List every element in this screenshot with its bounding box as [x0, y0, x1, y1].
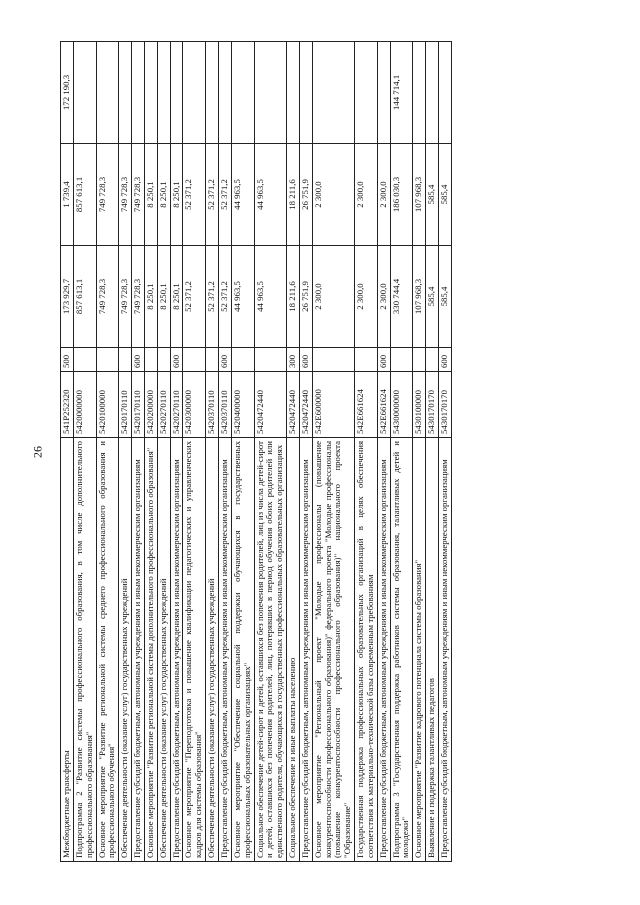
row-amount-3-cell [218, 42, 231, 144]
row-type-cell: 600 [299, 348, 312, 372]
table-row [231, 42, 254, 862]
table-row [96, 42, 119, 862]
row-code-cell: 5420400000 [231, 372, 254, 438]
row-type-cell [312, 348, 354, 372]
row-code-cell: 5420300000 [183, 372, 206, 438]
row-amount-1-cell: 107 968,3 [413, 246, 426, 348]
row-amount-3-cell [96, 42, 119, 144]
row-amount-1-cell: 749 728,3 [119, 246, 132, 348]
row-amount-1-cell: 749 728,3 [132, 246, 145, 348]
row-name-cell: Основное мероприятие "Региональный проект "Молодые профессионалы (повышение конкурентоспособности профессионального образования)" федерального проекта "Молодые профессионалы (повышение конкурентоспособности профессионального образования)" национального проекта "Образование" [312, 438, 354, 862]
row-type-cell [73, 348, 96, 372]
row-amount-2-cell: 585,4 [426, 144, 439, 246]
row-amount-3-cell [439, 42, 452, 144]
row-amount-1-cell: 8 250,1 [170, 246, 183, 348]
row-code-cell: 542E661624 [355, 372, 378, 438]
row-amount-2-cell: 857 613,1 [73, 144, 96, 246]
row-name-cell: Обеспечение деятельности (оказание услуг) государственных учреждений [206, 438, 219, 862]
row-type-cell: 600 [170, 348, 183, 372]
row-name-cell: Предоставление субсидий бюджетным, автономным учреждениям и иным некоммерческим организациям [170, 438, 183, 862]
row-amount-3-cell: 172 190,3 [61, 42, 74, 144]
row-amount-3-cell: 144 714,1 [390, 42, 413, 144]
row-amount-2-cell: 8 250,1 [157, 144, 170, 246]
row-amount-1-cell: 52 371,2 [206, 246, 219, 348]
row-name-cell: Предоставление субсидий бюджетным, автономным учреждениям и иным некоммерческим организациям [299, 438, 312, 862]
row-amount-2-cell: 44 963,5 [254, 144, 287, 246]
row-type-cell [144, 348, 157, 372]
table-row [312, 42, 354, 862]
row-name-cell: Обеспечение деятельности (оказание услуг) государственных учреждений [119, 438, 132, 862]
rotated-page-content [60, 42, 552, 862]
row-amount-3-cell [287, 42, 300, 144]
table-row [73, 42, 96, 862]
row-amount-2-cell: 1 739,4 [61, 144, 74, 246]
row-amount-1-cell: 26 751,9 [299, 246, 312, 348]
row-name-cell: Основное мероприятие "Переподготовка и повышение квалификации педагогических и управленческих кадров для системы образования" [183, 438, 206, 862]
row-type-cell [231, 348, 254, 372]
table-row [144, 42, 157, 862]
row-code-cell: 5420472440 [299, 372, 312, 438]
row-type-cell [206, 348, 219, 372]
row-name-cell: Подпрограмма 3 "Государственная поддержка работников системы образования, талантливых детей и молодежи" [390, 438, 413, 862]
row-type-cell [119, 348, 132, 372]
row-type-cell: 300 [287, 348, 300, 372]
row-amount-3-cell [299, 42, 312, 144]
row-amount-2-cell: 749 728,3 [96, 144, 119, 246]
row-amount-1-cell: 44 963,5 [231, 246, 254, 348]
row-amount-3-cell [355, 42, 378, 144]
table-row [377, 42, 390, 862]
row-amount-3-cell [254, 42, 287, 144]
row-code-cell: 542E600000 [312, 372, 354, 438]
table-row [413, 42, 426, 862]
row-name-cell: Основное мероприятие "Обеспечение социальной поддержки обучающихся в государственных профессиональных образовательных организациях" [231, 438, 254, 862]
budget-table-body [61, 42, 452, 862]
row-code-cell: 5420370110 [206, 372, 219, 438]
row-amount-1-cell: 330 744,4 [390, 246, 413, 348]
row-type-cell [390, 348, 413, 372]
row-amount-2-cell: 2 300,0 [312, 144, 354, 246]
row-amount-1-cell: 585,4 [426, 246, 439, 348]
row-amount-2-cell: 107 968,3 [413, 144, 426, 246]
row-amount-1-cell: 2 300,0 [312, 246, 354, 348]
row-name-cell: Основное мероприятие "Развитие кадрового потенциала системы образования" [413, 438, 426, 862]
table-row [390, 42, 413, 862]
table-row [299, 42, 312, 862]
row-name-cell: Предоставление субсидий бюджетным, автономным учреждениям и иным некоммерческим организациям [377, 438, 390, 862]
row-amount-2-cell: 8 250,1 [170, 144, 183, 246]
row-type-cell: 600 [439, 348, 452, 372]
row-type-cell [413, 348, 426, 372]
row-name-cell: Основное мероприятие "Развитие региональной системы среднего профессионального образования и профессионального обучения" [96, 438, 119, 862]
table-row [439, 42, 452, 862]
row-amount-2-cell: 44 963,5 [231, 144, 254, 246]
row-amount-1-cell: 857 613,1 [73, 246, 96, 348]
row-code-cell: 5420100000 [96, 372, 119, 438]
row-amount-3-cell [413, 42, 426, 144]
row-type-cell: 600 [132, 348, 145, 372]
row-amount-3-cell [377, 42, 390, 144]
row-amount-3-cell [312, 42, 354, 144]
row-amount-3-cell [170, 42, 183, 144]
table-row [132, 42, 145, 862]
row-amount-3-cell [73, 42, 96, 144]
row-code-cell: 5430000000 [390, 372, 413, 438]
row-code-cell: 5420200000 [144, 372, 157, 438]
row-type-cell [355, 348, 378, 372]
row-name-cell: Межбюджетные трансферты [61, 438, 74, 862]
row-amount-1-cell: 44 963,5 [254, 246, 287, 348]
table-row [355, 42, 378, 862]
row-code-cell: 5420270110 [157, 372, 170, 438]
row-amount-3-cell [426, 42, 439, 144]
row-code-cell: 5420170110 [132, 372, 145, 438]
row-name-cell: Социальное обеспечение и иные выплаты населению [287, 438, 300, 862]
table-row [157, 42, 170, 862]
row-amount-1-cell: 2 300,0 [355, 246, 378, 348]
row-code-cell: 5420472440 [287, 372, 300, 438]
row-amount-3-cell [132, 42, 145, 144]
row-amount-3-cell [231, 42, 254, 144]
row-name-cell: Предоставление субсидий бюджетным, автономным учреждениям и иным некоммерческим организациям [439, 438, 452, 862]
row-code-cell: 5430100000 [413, 372, 426, 438]
row-name-cell: Основное мероприятие "Развитие региональной системы дополнительного профессионального образования" [144, 438, 157, 862]
row-name-cell: Выявление и поддержка талантливых педагогов [426, 438, 439, 862]
row-amount-2-cell: 749 728,3 [119, 144, 132, 246]
table-row [183, 42, 206, 862]
row-type-cell [254, 348, 287, 372]
row-type-cell [96, 348, 119, 372]
row-name-cell: Предоставление субсидий бюджетным, автономным учреждениям и иным некоммерческим организациям [132, 438, 145, 862]
row-name-cell: Предоставление субсидий бюджетным, автономным учреждениям и иным некоммерческим организациям [218, 438, 231, 862]
row-amount-2-cell: 585,4 [439, 144, 452, 246]
row-amount-2-cell: 52 371,2 [183, 144, 206, 246]
row-amount-1-cell: 18 211,6 [287, 246, 300, 348]
table-row [287, 42, 300, 862]
row-amount-1-cell: 52 371,2 [218, 246, 231, 348]
row-type-cell: 500 [61, 348, 74, 372]
row-amount-2-cell: 52 371,2 [218, 144, 231, 246]
row-amount-2-cell: 2 300,0 [377, 144, 390, 246]
row-amount-2-cell: 52 371,2 [206, 144, 219, 246]
row-amount-2-cell: 8 250,1 [144, 144, 157, 246]
row-amount-1-cell: 173 929,7 [61, 246, 74, 348]
row-amount-2-cell: 186 030,3 [390, 144, 413, 246]
row-type-cell: 600 [377, 348, 390, 372]
row-amount-1-cell: 585,4 [439, 246, 452, 348]
table-row [170, 42, 183, 862]
table-row [61, 42, 74, 862]
row-amount-3-cell [206, 42, 219, 144]
row-type-cell [426, 348, 439, 372]
row-amount-1-cell: 52 371,2 [183, 246, 206, 348]
row-amount-1-cell: 749 728,3 [96, 246, 119, 348]
row-type-cell [157, 348, 170, 372]
row-code-cell: 5420000000 [73, 372, 96, 438]
row-name-cell: Подпрограмма 2 "Развитие системы профессионального образования, в том числе дополнительного профессионального образования" [73, 438, 96, 862]
row-code-cell: 541P252320 [61, 372, 74, 438]
page-number: 26 [30, 446, 45, 458]
row-type-cell [183, 348, 206, 372]
row-amount-2-cell: 18 211,6 [287, 144, 300, 246]
row-code-cell: 5430170170 [439, 372, 452, 438]
budget-table [60, 41, 452, 862]
row-name-cell: Государственная поддержка профессиональных образовательных организаций в целях обеспечения соответствия их материально-технической базы современным требованиям [355, 438, 378, 862]
table-row [218, 42, 231, 862]
row-amount-1-cell: 8 250,1 [144, 246, 157, 348]
row-amount-2-cell: 749 728,3 [132, 144, 145, 246]
row-code-cell: 5420270110 [170, 372, 183, 438]
row-amount-3-cell [144, 42, 157, 144]
row-code-cell: 5430170170 [426, 372, 439, 438]
row-amount-2-cell: 26 751,9 [299, 144, 312, 246]
row-code-cell: 5420472440 [254, 372, 287, 438]
row-name-cell: Обеспечение деятельности (оказание услуг) государственных учреждений [157, 438, 170, 862]
row-code-cell: 5420370110 [218, 372, 231, 438]
table-row [206, 42, 219, 862]
row-amount-2-cell: 2 300,0 [355, 144, 378, 246]
table-row [426, 42, 439, 862]
row-type-cell: 600 [218, 348, 231, 372]
row-amount-1-cell: 2 300,0 [377, 246, 390, 348]
row-amount-1-cell: 8 250,1 [157, 246, 170, 348]
row-amount-3-cell [119, 42, 132, 144]
row-code-cell: 542E661624 [377, 372, 390, 438]
row-amount-3-cell [183, 42, 206, 144]
table-row [119, 42, 132, 862]
table-row [254, 42, 287, 862]
row-name-cell: Социальное обеспечение детей-сирот и детей, оставшихся без попечения родителей, лиц из числа детей-сирот и детей, оставшихся без попечения родителей, лиц, потерявших в период обучения обоих родителей или единственного родителя, обучающихся в государственных профессиональных образовательных организациях [254, 438, 287, 862]
row-amount-3-cell [157, 42, 170, 144]
row-code-cell: 5420170110 [119, 372, 132, 438]
